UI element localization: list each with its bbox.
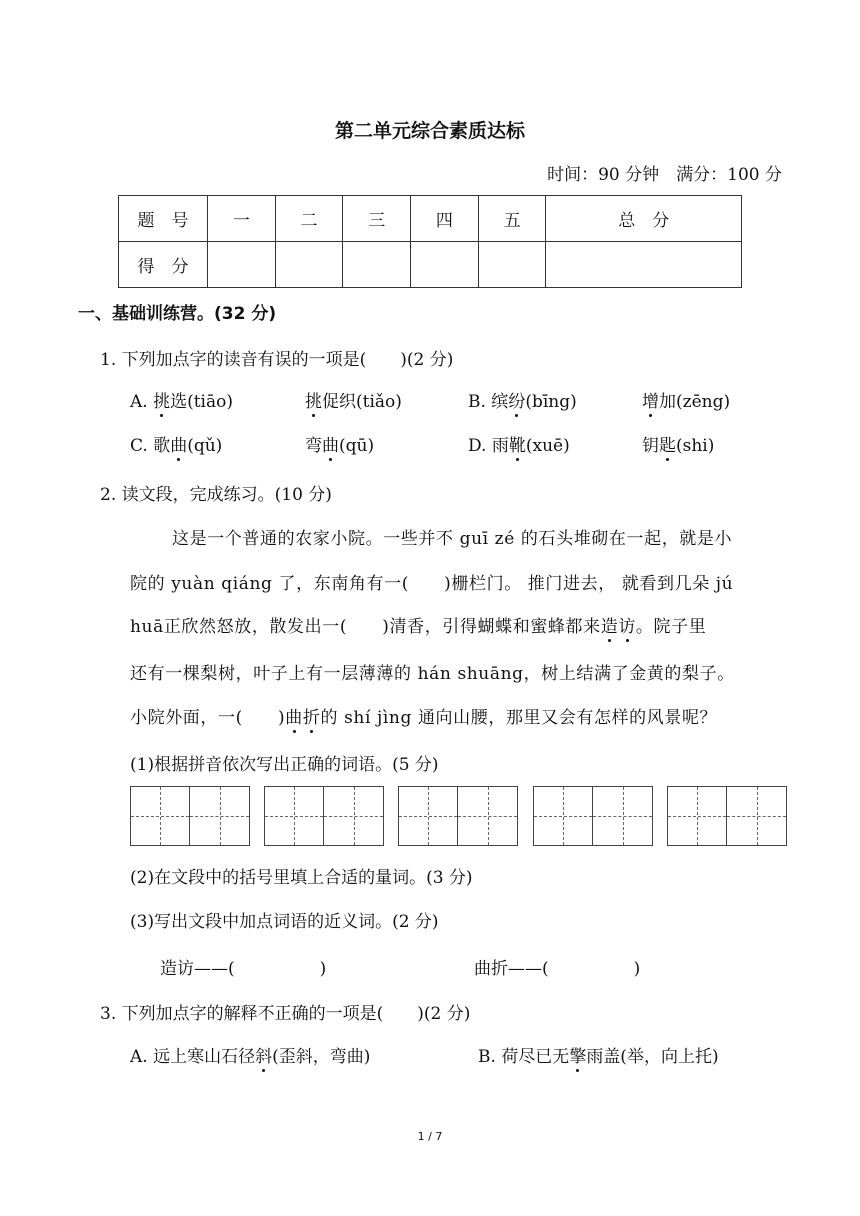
option-text: (歪斜，弯曲) (272, 1047, 371, 1067)
option-text: (shi) (676, 436, 715, 456)
dotted-char: 纷 (508, 387, 525, 412)
option-text: C. 歌 (130, 436, 171, 456)
option-text: 弯 (305, 436, 322, 456)
option-text: 促织(tiǎo) (322, 392, 402, 412)
exam-meta: 时间：90 分钟 满分：100 分 (547, 165, 782, 185)
score-header-cell: 三 (343, 196, 411, 242)
option-c1 (130, 431, 222, 456)
dotted-char: 挑 (305, 387, 322, 412)
score-header-cell: 总 分 (546, 196, 742, 242)
score-input-cell[interactable] (208, 242, 276, 288)
writing-cell[interactable] (399, 787, 458, 845)
option-text: (qǔ) (187, 436, 223, 456)
writing-cell[interactable] (668, 787, 727, 845)
score-input-cell[interactable] (343, 242, 411, 288)
page-number: 1 / 7 (417, 1130, 443, 1143)
option-text: 雨盖(举，向上托) (586, 1047, 719, 1067)
passage-line: 这是一个普通的农家小院。一些并不 guī zé 的石头堆砌在一起，就是小 (172, 529, 733, 549)
synonym-blank-1: 造访——( ) (160, 959, 327, 979)
subquestion-3: (3)写出文段中加点词语的近义词。(2 分) (130, 912, 439, 932)
passage-text: 小院外面，一( ) (130, 708, 286, 728)
passage-line: 还有一棵梨树，叶子上有一层薄薄的 hán shuāng，树上结满了金黄的梨子。 (130, 664, 735, 684)
writing-cell[interactable] (593, 787, 652, 845)
writing-cell[interactable] (727, 787, 786, 845)
option-c2 (305, 431, 374, 456)
dotted-char: 靴 (509, 431, 526, 456)
passage-text: 。院子里 (635, 617, 707, 637)
question-3-stem: 3. 下列加点字的解释不正确的一项是( )(2 分) (100, 1004, 471, 1024)
score-row-label: 得 分 (119, 242, 208, 288)
writing-cell[interactable] (131, 787, 190, 845)
dotted-char: 曲 (322, 431, 339, 456)
option-a1 (130, 387, 233, 412)
passage-line (130, 612, 706, 637)
score-header-row (119, 196, 742, 242)
dotted-char: 访 (618, 612, 636, 637)
option-text: (xuē) (525, 436, 570, 456)
passage-text: huā正欣然怒放，散发出一( )清香，引得蝴蝶和蜜蜂都来 (130, 617, 601, 637)
option-text: B. 荷尽已无 (478, 1047, 570, 1067)
subquestion-1: (1)根据拼音依次写出正确的词语。(5 分) (130, 755, 439, 775)
score-input-cell[interactable] (478, 242, 546, 288)
score-header-label: 题 号 (119, 196, 208, 242)
question-2-stem: 2. 读文段，完成练习。(10 分) (100, 485, 332, 505)
writing-grid[interactable] (398, 786, 518, 846)
writing-grid[interactable] (130, 786, 250, 846)
section-heading: 一、基础训练营。(32 分) (78, 304, 277, 324)
score-input-cell[interactable] (546, 242, 742, 288)
writing-grid[interactable] (264, 786, 384, 846)
subquestion-2: (2)在文段中的括号里填上合适的量词。(3 分) (130, 868, 473, 888)
score-header-cell: 五 (478, 196, 546, 242)
writing-cell[interactable] (534, 787, 593, 845)
dotted-char: 造 (601, 612, 619, 637)
option-b (478, 1042, 719, 1067)
option-text: 加(zēng) (659, 392, 731, 412)
option-text: D. 雨 (468, 436, 509, 456)
score-value-row (119, 242, 742, 288)
score-header-cell: 二 (275, 196, 343, 242)
score-header-cell: 四 (411, 196, 479, 242)
option-text: 钥 (642, 436, 659, 456)
writing-grid[interactable] (667, 786, 787, 846)
writing-cell[interactable] (265, 787, 324, 845)
writing-cell[interactable] (458, 787, 517, 845)
page-title: 第二单元综合素质达标 (334, 120, 525, 142)
option-text: A. 远上寒山石径 (130, 1047, 256, 1067)
option-a2 (305, 387, 402, 412)
score-header-cell: 一 (208, 196, 276, 242)
dotted-char: 斜 (255, 1042, 272, 1067)
dotted-char: 匙 (659, 431, 676, 456)
option-d2 (642, 431, 714, 456)
option-text: (qū) (339, 436, 375, 456)
passage-text: 的 shí jìng 通向山腰，那里又会有怎样的风景呢？ (320, 708, 718, 728)
score-input-cell[interactable] (411, 242, 479, 288)
writing-grid[interactable] (533, 786, 653, 846)
option-text: 选(tiāo) (170, 392, 233, 412)
passage-line (130, 703, 717, 728)
dotted-char: 擎 (569, 1042, 586, 1067)
option-text: (bīng) (525, 392, 577, 412)
dotted-char: 挑 (153, 387, 170, 412)
option-d1 (468, 431, 570, 456)
question-1-stem: 1. 下列加点字的读音有误的一项是( )(2 分) (100, 350, 454, 370)
option-text: B. 缤 (468, 392, 509, 412)
dotted-char: 曲 (170, 431, 187, 456)
option-a (130, 1042, 370, 1067)
passage-line: 院的 yuàn qiáng 了，东南角有一( )栅栏门。 推门进去， 就看到几朵 jú (130, 574, 734, 594)
score-table (118, 195, 742, 288)
dotted-char: 增 (642, 387, 659, 412)
dotted-char: 曲 (285, 703, 303, 728)
dotted-char: 折 (303, 703, 321, 728)
option-b2 (642, 387, 730, 412)
synonym-blank-2: 曲折——( ) (474, 959, 641, 979)
option-b1 (468, 387, 577, 412)
writing-cell[interactable] (190, 787, 249, 845)
option-text: A. (130, 392, 154, 412)
score-input-cell[interactable] (275, 242, 343, 288)
writing-cell[interactable] (324, 787, 383, 845)
